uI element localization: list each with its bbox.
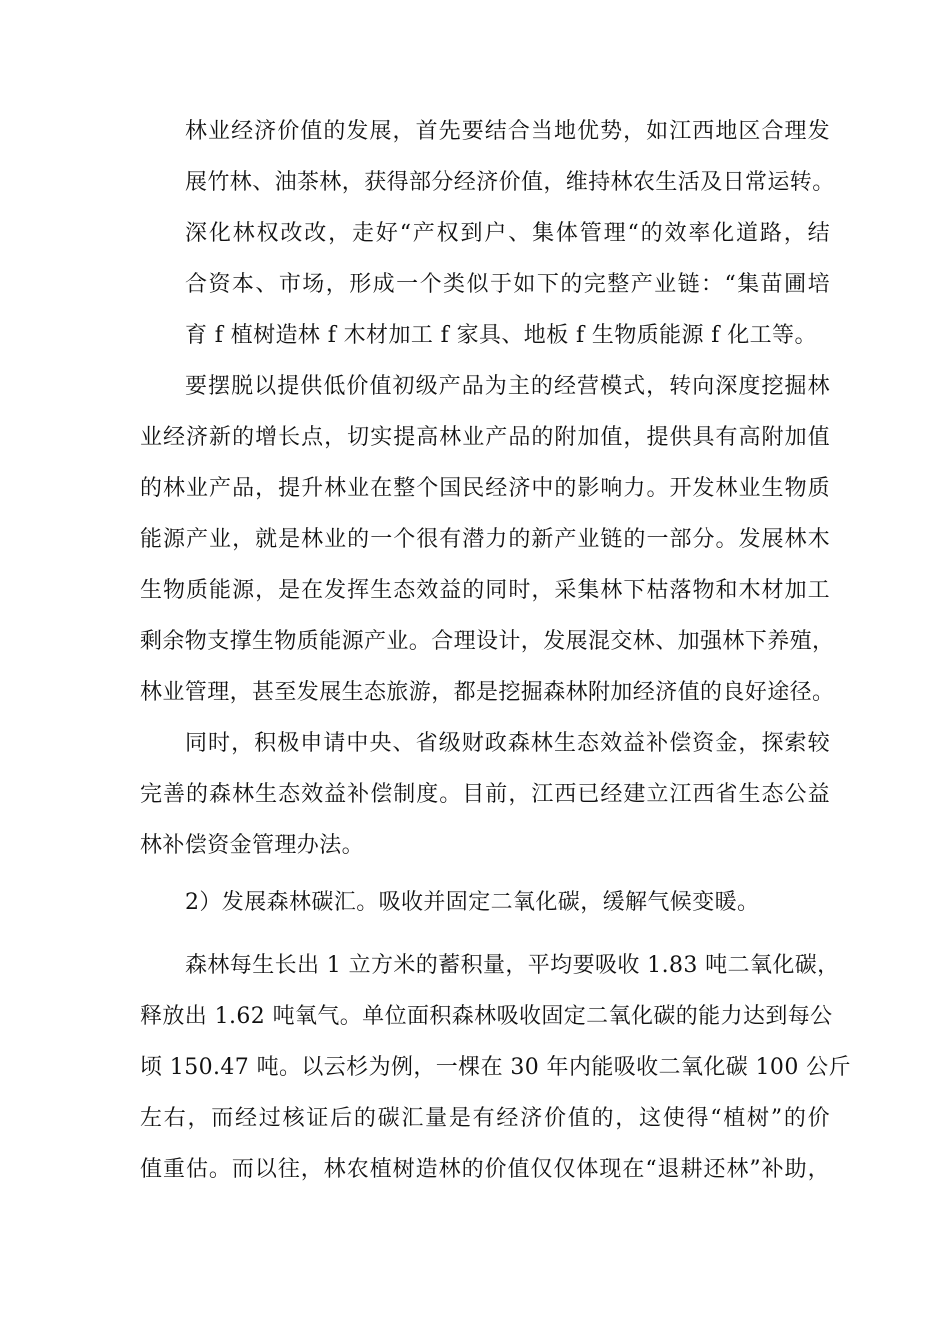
text-line: 合资本、市场，形成一个类似于如下的完整产业链：“集苗圃培	[185, 272, 830, 297]
text-line: 完善的森林生态效益补偿制度。目前，江西已经建立江西省生态公益	[140, 782, 830, 807]
text-line: 森林每生长出 1 立方米的蓄积量，平均要吸收 1.83 吨二氧化碳，	[185, 953, 840, 978]
text-line: 左右，而经过核证后的碳汇量是有经济价值的，这使得“植树”的价	[140, 1106, 830, 1131]
text-line: 业经济新的增长点，切实提高林业产品的附加值，提供具有高附加值	[140, 425, 830, 450]
text-line: 深化林权改改，走好“产权到户、集体管理“的效率化道路，结	[185, 221, 830, 246]
text-line: 同时，积极申请中央、省级财政森林生态效益补偿资金，探索较	[185, 731, 830, 756]
text-line: 林业管理，甚至发展生态旅游，都是挖掘森林附加经济值的良好途径。	[140, 680, 835, 705]
text-line: 育 f 植树造林 f 木材加工 f 家具、地板 f 生物质能源 f 化工等。	[185, 323, 817, 348]
text-line: 要摆脱以提供低价值初级产品为主的经营模式，转向深度挖掘林	[185, 374, 830, 399]
text-line: 能源产业，就是林业的一个很有潜力的新产业链的一部分。发展林木	[140, 527, 830, 552]
text-line: 林业经济价值的发展，首先要结合当地优势，如江西地区合理发	[185, 119, 830, 144]
text-line: 生物质能源，是在发挥生态效益的同时，采集林下枯落物和木材加工	[140, 578, 830, 603]
text-line: 剩余物支撑生物质能源产业。合理设计，发展混交林、加强林下养殖，	[140, 629, 835, 654]
text-line: 顷 150.47 吨。以云杉为例，一棵在 30 年内能吸收二氧化碳 100 公斤	[140, 1055, 851, 1080]
text-line: 林补偿资金管理办法。	[140, 833, 365, 858]
text-line: 展竹林、油茶林，获得部分经济价值，维持林农生活及日常运转。	[185, 170, 835, 195]
text-line: 值重估。而以往，林农植树造林的价值仅仅体现在“退耕还林”补助，	[140, 1157, 830, 1182]
text-line: 释放出 1.62 吨氧气。单位面积森林吸收固定二氧化碳的能力达到每公	[140, 1004, 833, 1029]
section-heading: 2）发展森林碳汇。吸收并固定二氧化碳，缓解气候变暖。	[185, 890, 760, 915]
text-line: 的林业产品，提升林业在整个国民经济中的影响力。开发林业生物质	[140, 476, 830, 501]
